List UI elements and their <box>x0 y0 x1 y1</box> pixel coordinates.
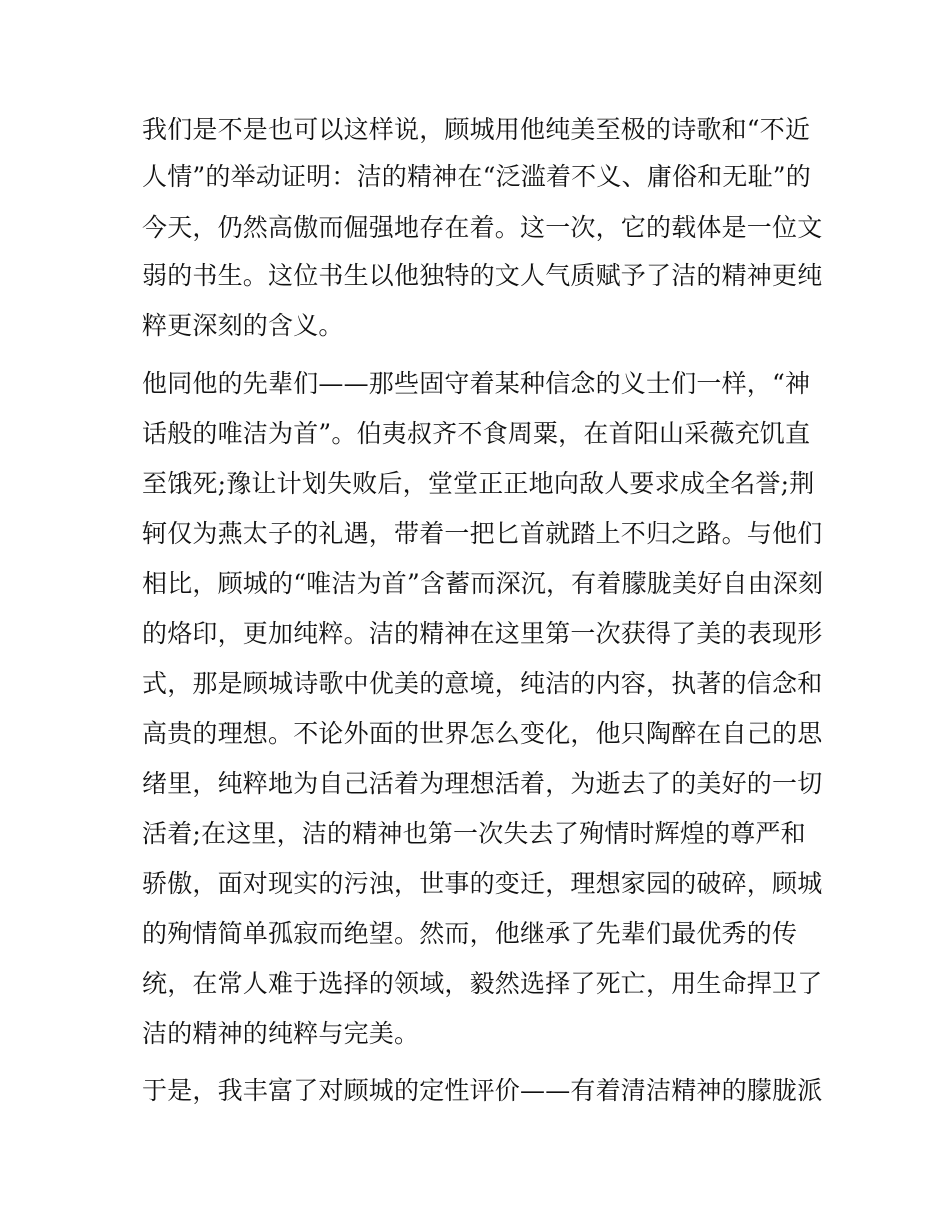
paragraph-1-line-4: 弱的书生。这位书生以他独特的文人气质赋予了洁的精神更纯 <box>142 261 823 290</box>
paragraph-2-line-9: 绪里，纯粹地为自己活着为理想活着，为逝去了的美好的一切 <box>142 769 823 798</box>
paragraph-2-line-11: 骄傲，面对现实的污浊，世事的变迁，理想家园的破碎，顾城 <box>142 869 823 898</box>
paragraph-3-line-1: 于是，我丰富了对顾城的定性评价——有着清洁精神的朦胧派 <box>142 1076 823 1105</box>
paragraph-2-line-3: 至饿死;豫让计划失败后，堂堂正正地向敌人要求成全名誉;荆 <box>142 469 815 498</box>
paragraph-2-line-5: 相比，顾城的“唯洁为首”含蓄而深沉，有着朦胧美好自由深刻 <box>142 569 824 598</box>
paragraph-2-line-6: 的烙印，更加纯粹。洁的精神在这里第一次获得了美的表现形 <box>142 619 823 648</box>
paragraph-2-line-13: 统，在常人难于选择的领域，毅然选择了死亡，用生命捍卫了 <box>142 969 823 998</box>
paragraph-2-line-8: 高贵的理想。不论外面的世界怎么变化，他只陶醉在自己的思 <box>142 719 823 748</box>
paragraph-2-line-4: 轲仅为燕太子的礼遇，带着一把匕首就踏上不归之路。与他们 <box>142 519 823 548</box>
paragraph-2-line-12: 的殉情简单孤寂而绝望。然而，他继承了先辈们最优秀的传 <box>142 919 798 948</box>
paragraph-1-line-5: 粹更深刻的含义。 <box>142 311 344 340</box>
paragraph-2-line-7: 式，那是顾城诗歌中优美的意境，纯洁的内容，执著的信念和 <box>142 669 823 698</box>
paragraph-2-line-1: 他同他的先辈们——那些固守着某种信念的义士们一样，“神 <box>142 369 811 398</box>
paragraph-2-line-2: 话般的唯洁为首”。伯夷叔齐不食周粟，在首阳山采薇充饥直 <box>142 419 811 448</box>
paragraph-1-line-2: 人情”的举动证明：洁的精神在“泛滥着不义、庸俗和无耻”的 <box>142 162 811 191</box>
paragraph-2-line-10: 活着;在这里，洁的精神也第一次失去了殉情时辉煌的尊严和 <box>142 819 806 848</box>
paragraph-1-line-3: 今天，仍然高傲而倔强地存在着。这一次，它的载体是一位文 <box>142 213 823 242</box>
paragraph-1-line-1: 我们是不是也可以这样说，顾城用他纯美至极的诗歌和“不近 <box>142 115 811 144</box>
paragraph-2-line-14: 洁的精神的纯粹与完美。 <box>142 1019 420 1048</box>
